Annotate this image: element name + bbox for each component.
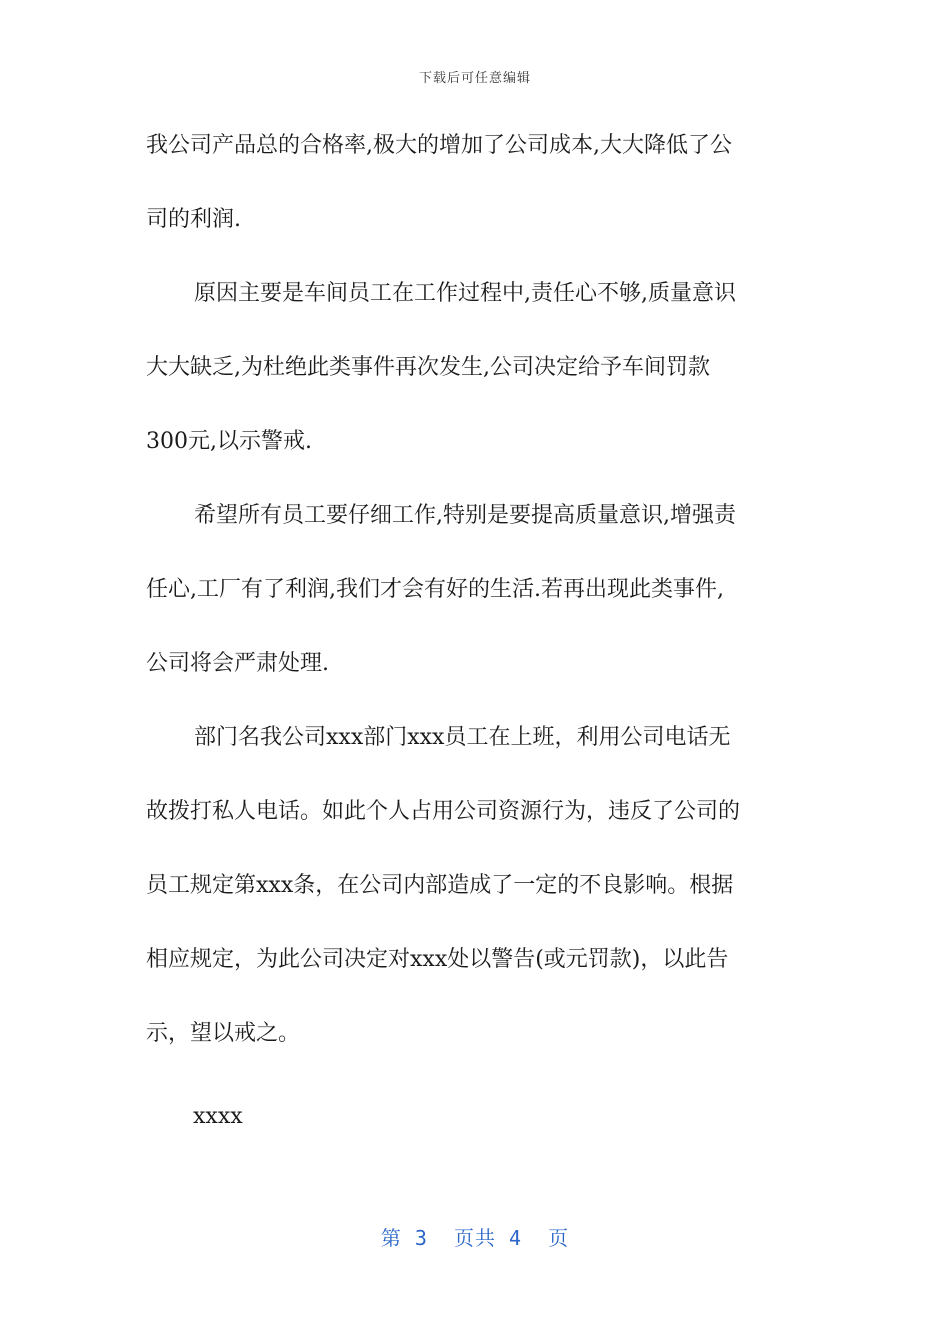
paragraph-line: 部门名我公司xxx部门xxx员工在上班，利用公司电话无 xyxy=(194,725,731,750)
paragraph-line: 示，望以戒之。 xyxy=(146,1021,301,1046)
paragraph-line: 300元,以示警戒. xyxy=(146,429,312,454)
header-note: 下载后可任意编辑 xyxy=(418,71,531,86)
signature: xxxx xyxy=(193,1104,243,1129)
paragraph-4 xyxy=(146,718,796,1054)
paragraph-line: 原因主要是车间员工在工作过程中,责任心不够,质量意识 xyxy=(194,281,736,306)
paragraph-line: 希望所有员工要仔细工作,特别是要提高质量意识,增强责 xyxy=(194,503,736,528)
paragraph-line: 我公司产品总的合格率,极大的增加了公司成本,大大降低了公 xyxy=(146,133,732,158)
paragraph-line: 大大缺乏,为杜绝此类事件再次发生,公司决定给予车间罚款 xyxy=(146,355,710,380)
paragraph-line: 任心,工厂有了利润,我们才会有好的生活.若再出现此类事件, xyxy=(146,577,724,602)
paragraph-2 xyxy=(146,274,796,462)
paragraph-line: 公司将会严肃处理. xyxy=(146,651,329,676)
paragraph-line: 员工规定第xxx条，在公司内部造成了一定的不良影响。根据 xyxy=(146,873,734,898)
paragraph-line: 相应规定，为此公司决定对xxx处以警告(或元罚款)，以此告 xyxy=(146,947,729,972)
page-number: 第 3 页共 4 页 xyxy=(380,1226,570,1250)
paragraph-line: 司的利润. xyxy=(146,207,241,232)
paragraph-1 xyxy=(146,126,796,240)
paragraph-3 xyxy=(146,496,796,684)
paragraph-line: 故拨打私人电话。如此个人占用公司资源行为，违反了公司的 xyxy=(146,799,741,824)
document-body xyxy=(146,126,796,1088)
